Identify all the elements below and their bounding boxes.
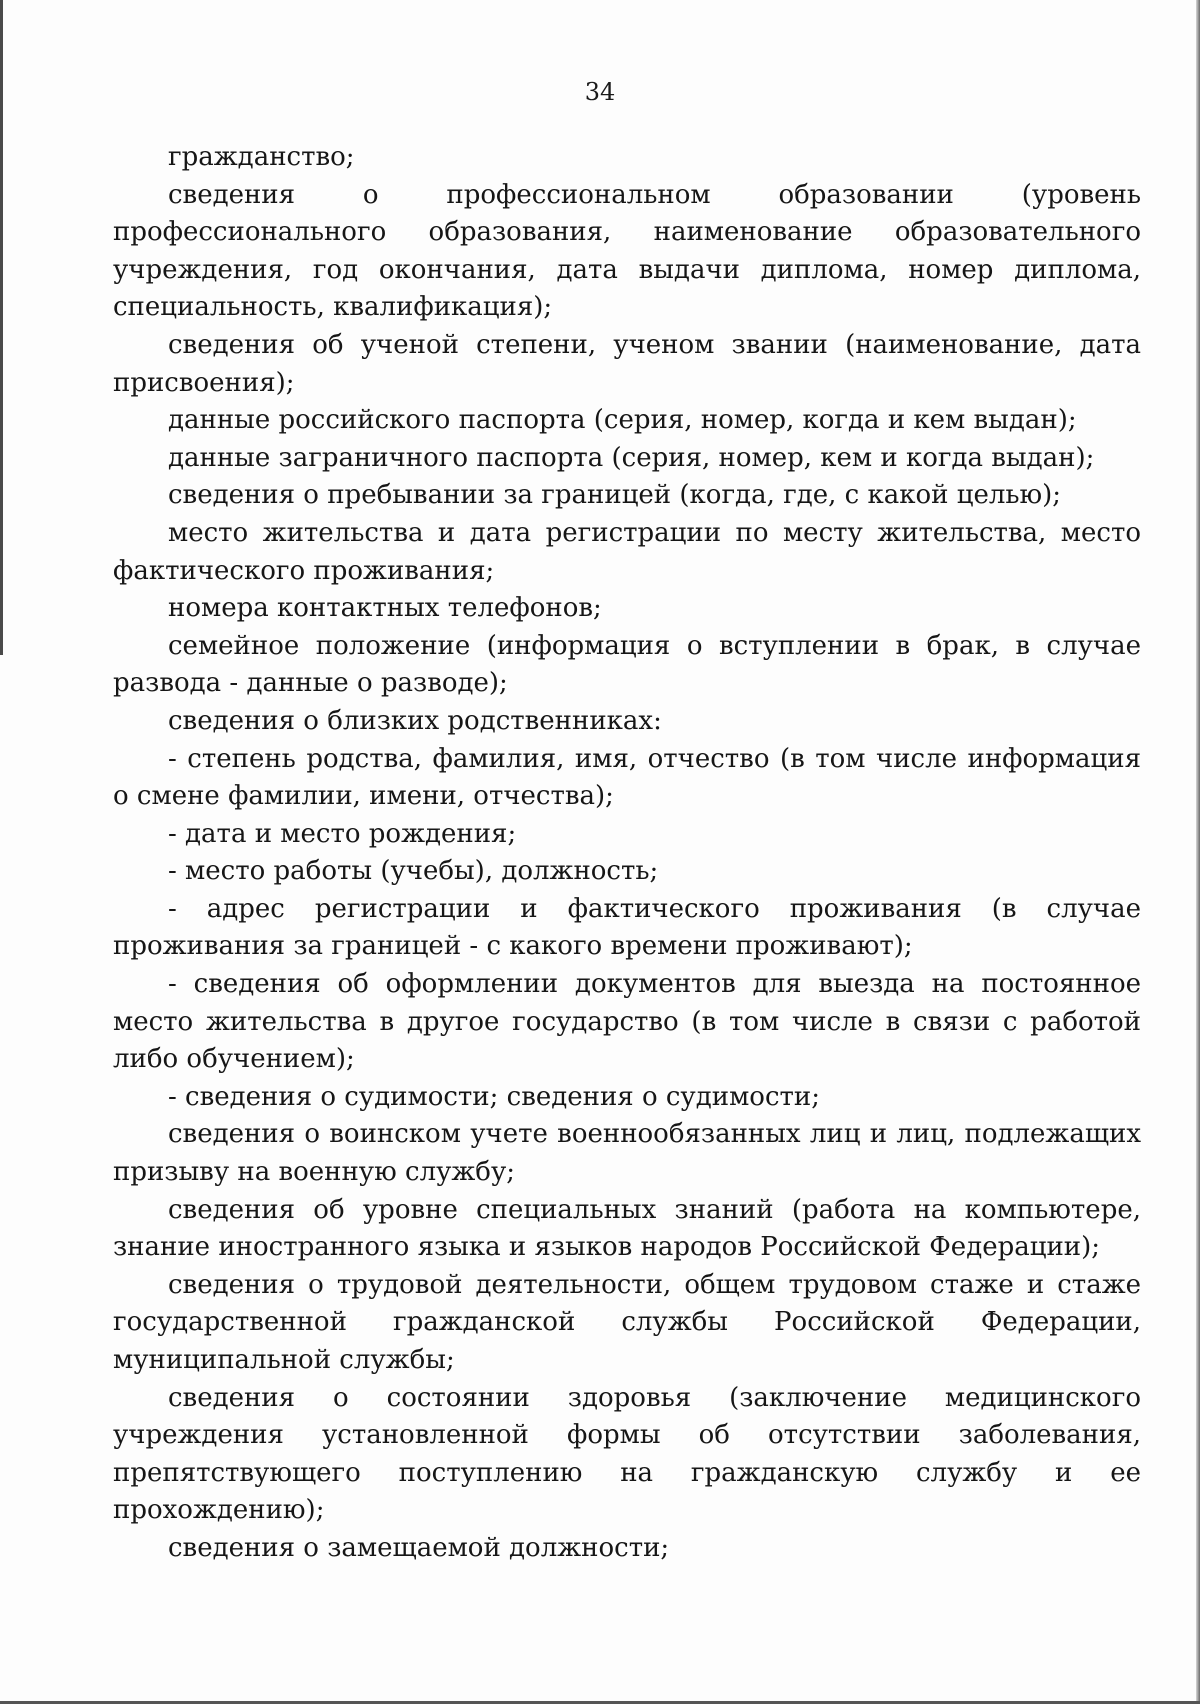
paragraph: сведения о близких родственниках: (168, 705, 662, 736)
paragraph: данные российского паспорта (серия, номер, когда и кем выдан); (168, 405, 1077, 436)
paragraph: семейное положение (информация о вступлении в брак, в случае развода - данные о разводе); (113, 630, 1141, 699)
paragraph: сведения об уровне специальных знаний (работа на компьютере, знание иностранного языка и языков народов Российской Федерации); (113, 1194, 1141, 1263)
paragraph: - адрес регистрации и фактического проживания (в случае проживания за границей - с какого времени проживают); (113, 893, 1141, 962)
paragraph: сведения о замещаемой должности; (168, 1532, 670, 1563)
paragraph: - дата и место рождения; (168, 818, 517, 849)
paragraph: сведения о трудовой деятельности, общем трудовом стаже и стаже государственной гражданской службы Российской Федерации, муниципальной службы; (113, 1269, 1141, 1375)
paragraph: сведения о профессиональном образовании (уровень профессионального образования, наименование образовательного учреждения, год окончания, дата выдачи диплома, номер диплома, специальность, квалификация); (113, 179, 1141, 323)
document-body (113, 139, 1141, 1568)
paragraph: сведения о состоянии здоровья (заключение медицинского учреждения установленной формы об отсутствии заболевания, препятствующего поступлению на гражданскую службу и ее прохождению); (113, 1382, 1141, 1526)
paragraph: сведения об ученой степени, ученом звании (наименование, дата присвоения); (113, 329, 1141, 398)
page-number: 34 (584, 78, 616, 106)
paragraph: место жительства и дата регистрации по месту жительства, место фактического проживания; (113, 517, 1141, 586)
paragraph: - степень родства, фамилия, имя, отчество (в том числе информация о смене фамилии, имени, отчества); (113, 743, 1141, 812)
scan-edge-right (1196, 0, 1200, 1704)
paragraph: - сведения об оформлении документов для выезда на постоянное место жительства в другое государство (в том числе в связи с работой либо обучением); (113, 969, 1141, 1075)
paragraph: номера контактных телефонов; (168, 593, 602, 624)
paragraph: сведения о воинском учете военнообязанных лиц и лиц, подлежащих призыву на военную службу; (113, 1119, 1141, 1188)
paragraph: - место работы (учебы), должность; (168, 856, 659, 887)
paragraph: гражданство; (168, 142, 355, 172)
paragraph: - сведения о судимости; сведения о судимости; (168, 1081, 820, 1112)
paragraph: сведения о пребывании за границей (когда, где, с какой целью); (168, 480, 1062, 511)
paragraph: данные заграничного паспорта (серия, номер, кем и когда выдан); (168, 442, 1095, 473)
